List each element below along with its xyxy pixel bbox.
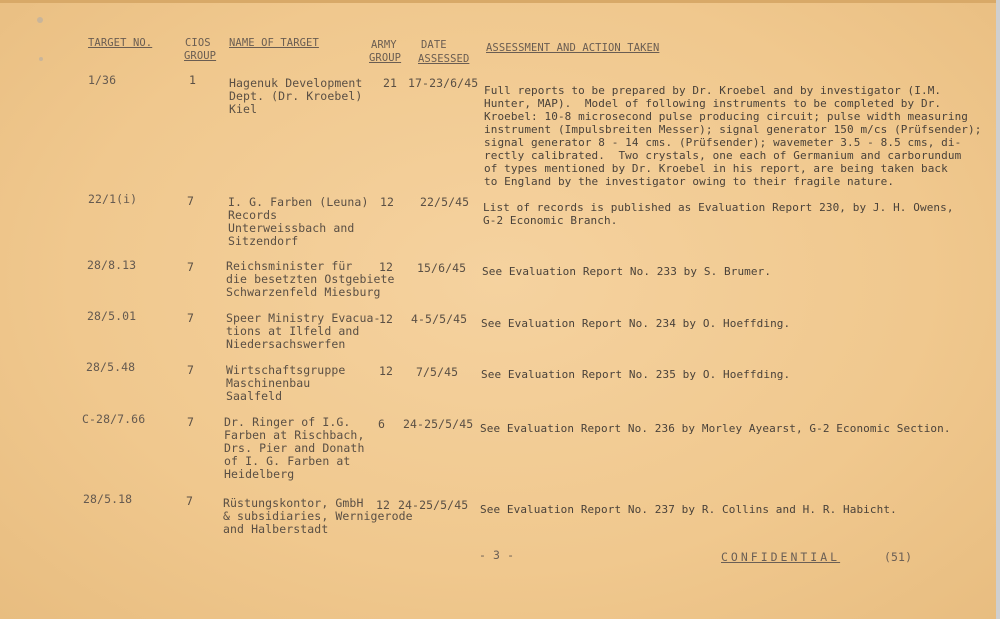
row-assessment: Full reports to be prepared by Dr. Kroebel and by investigator (I.M. Hunter, MAP). Model of following instruments to be completed by Dr. Kroebel: 10-8 microsecond pulse producing circuit; pulse width measuring instrument (Impulsbreiten Messer); signal generator 150 m/cs (Prüfsender); signal generator 8 - 14 cms. (Prüfsender); wavemeter 3.5 - 8.5 cms, di- rectly calibrated. Two crystals, one each of Germanium and carborundum of types mentioned by Dr. Kroebel in his report, are being taken back to England by the investigator owing to their fragile nature. <box>484 84 982 188</box>
punch-hole-mark <box>37 17 43 23</box>
row-date-assessed: 24-25/5/45 <box>403 417 474 431</box>
row-army-group: 12 <box>379 312 394 326</box>
row-cios-group: 1 <box>189 73 197 87</box>
row-target-no: 28/5.48 <box>86 360 136 374</box>
page-top-edge <box>0 0 1000 3</box>
row-target-name: Reichsminister für die besetzten Ostgebiete Schwarzenfeld Miesburg <box>226 259 395 299</box>
row-date-assessed: 4-5/5/45 <box>411 312 468 326</box>
classification-mark: CONFIDENTIAL <box>721 550 841 564</box>
page-right-edge <box>996 0 1000 619</box>
document-number: (51) <box>884 550 913 564</box>
header-army-group-line1: ARMY <box>371 39 397 51</box>
row-date-assessed: 7/5/45 <box>416 365 459 379</box>
row-assessment: List of records is published as Evaluation Report 230, by J. H. Owens, G-2 Economic Branch. <box>483 201 954 227</box>
row-cios-group: 7 <box>187 415 195 429</box>
row-cios-group: 7 <box>187 260 195 274</box>
header-cios-group-line2: GROUP <box>184 50 217 62</box>
row-assessment: See Evaluation Report No. 236 by Morley Ayearst, G-2 Economic Section. <box>480 422 951 435</box>
row-date-assessed: 17-23/6/45 <box>408 76 479 90</box>
row-army-group: 6 <box>378 417 386 431</box>
row-target-no: 1/36 <box>88 73 117 87</box>
row-army-group: 21 <box>383 76 398 90</box>
row-date-assessed: 22/5/45 <box>420 195 470 209</box>
row-assessment: See Evaluation Report No. 237 by R. Collins and H. R. Habicht. <box>480 503 897 516</box>
row-assessment: See Evaluation Report No. 234 by O. Hoeffding. <box>481 317 791 330</box>
row-target-name: Wirtschaftsgruppe Maschinenbau Saalfeld <box>226 363 346 403</box>
row-cios-group: 7 <box>186 494 194 508</box>
row-target-name: Rüstungskontor, GmbH & subsidiaries, Wernigerode and Halberstadt <box>223 496 413 536</box>
row-date-assessed: 24-25/5/45 <box>398 498 469 512</box>
row-cios-group: 7 <box>187 311 195 325</box>
header-target-no: TARGET NO. <box>88 37 153 49</box>
row-assessment: See Evaluation Report No. 235 by O. Hoeffding. <box>481 368 791 381</box>
row-target-no: 22/1(i) <box>88 192 138 206</box>
row-army-group: 12 <box>380 195 395 209</box>
page-number: - 3 - <box>479 548 515 562</box>
row-army-group: 12 <box>379 364 394 378</box>
row-date-assessed: 15/6/45 <box>417 261 467 275</box>
row-target-name: I. G. Farben (Leuna) Records Unterweissbach and Sitzendorf <box>228 195 369 248</box>
row-army-group: 12 <box>376 498 391 512</box>
row-army-group: 12 <box>379 260 394 274</box>
row-target-no: 28/5.01 <box>87 309 137 323</box>
row-target-no: 28/8.13 <box>87 258 137 272</box>
row-cios-group: 7 <box>187 363 195 377</box>
header-date-line1: DATE <box>421 39 447 51</box>
punch-hole-mark <box>39 57 43 61</box>
row-target-name: Dr. Ringer of I.G. Farben at Rischbach, Drs. Pier and Donath of I. G. Farben at Heidelberg <box>224 415 365 481</box>
row-target-name: Speer Ministry Evacua- tions at Ilfeld and Niedersachswerfen <box>226 311 381 351</box>
header-army-group-line2: GROUP <box>369 52 402 64</box>
header-assessment: ASSESSMENT AND ACTION TAKEN <box>486 42 660 54</box>
header-date-line2: ASSESSED <box>418 53 470 65</box>
header-name-of-target: NAME OF TARGET <box>229 37 319 49</box>
header-cios-group-line1: CIOS <box>185 37 211 49</box>
row-cios-group: 7 <box>187 194 195 208</box>
row-assessment: See Evaluation Report No. 233 by S. Brumer. <box>482 265 772 278</box>
row-target-name: Hagenuk Development Dept. (Dr. Kroebel) Kiel <box>229 76 363 116</box>
row-target-no: C-28/7.66 <box>82 412 146 426</box>
row-target-no: 28/5.18 <box>83 492 133 506</box>
